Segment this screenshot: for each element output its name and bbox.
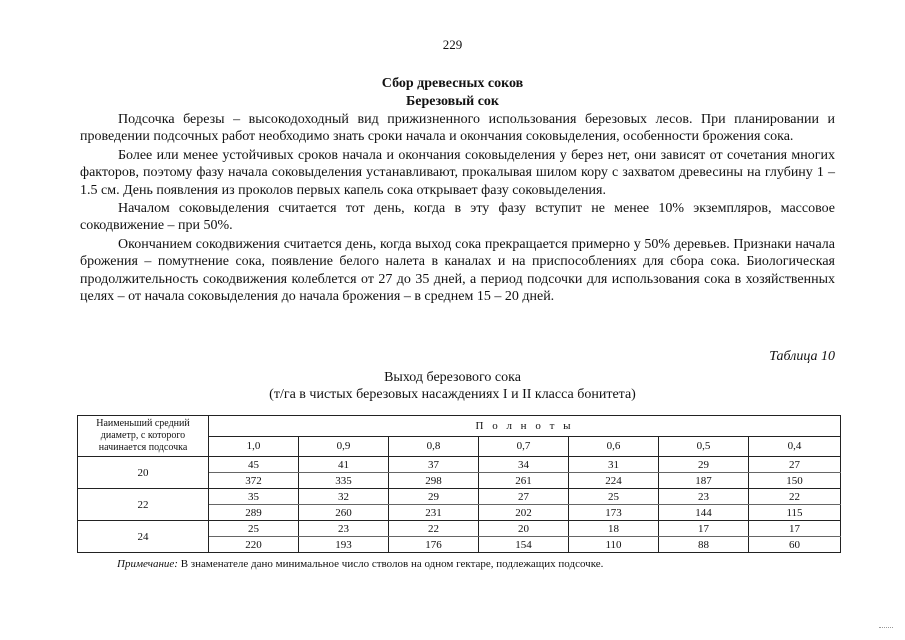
note-text: В знаменателе дано минимальное число стволов на одном гектаре, подлежащих подсочке.	[180, 558, 604, 570]
table-note	[117, 558, 603, 570]
yield-cell: 41	[299, 457, 389, 473]
stems-cell: 144	[659, 505, 749, 521]
column-header: 0,6	[569, 436, 659, 457]
yield-cell: 20	[479, 521, 569, 537]
yield-cell: 18	[569, 521, 659, 537]
yield-cell: 27	[479, 489, 569, 505]
stems-cell: 260	[299, 505, 389, 521]
yield-cell: 32	[299, 489, 389, 505]
yield-cell: 35	[209, 489, 299, 505]
yield-cell: 17	[749, 521, 841, 537]
stems-cell: 261	[479, 473, 569, 489]
diameter-cell: 20	[78, 457, 209, 489]
column-header: 0,4	[749, 436, 841, 457]
yield-cell: 34	[479, 457, 569, 473]
page-number: 229	[442, 37, 463, 52]
table-row	[78, 521, 841, 537]
stems-cell: 220	[209, 537, 299, 553]
stems-cell: 60	[749, 537, 841, 553]
stems-cell: 115	[749, 505, 841, 521]
diameter-cell: 24	[78, 521, 209, 553]
yield-cell: 17	[659, 521, 749, 537]
diameter-cell: 22	[78, 489, 209, 521]
table-subtitle: (т/га в чистых березовых насаждениях I и II класса бонитета)	[269, 387, 636, 402]
paragraph: Окончанием сокодвижения считается день, когда выход сока прекращается примерно у 50% деревьев. Признаки начала брожения – помутнение сока, появление белого налета в каналах и на приспособлениях для сбора сока. Биологическая продолжительность сокодвижения колеблется от 27 до 35 дней, а период подсочки для использования сока в хозяйственных целях – от начала соковыделения до начала брожения – в среднем 15 – 20 дней.	[80, 236, 835, 305]
column-header: 1,0	[209, 436, 299, 457]
diameter-header: Наименьший средний диаметр, с которого начинается подсочка	[78, 416, 209, 457]
column-header: 0,7	[479, 436, 569, 457]
paragraph: Более или менее устойчивых сроков начала и окончания соковыделения у берез нет, они зависят от сочетания многих факторов, поэтому фазу начала соковыделения устанавливают, прокалывая шилом кору с захватом древесины на глубину 1 – 1.5 см. День появления из проколов первых капель сока открывает фазу соковыделения.	[80, 147, 835, 198]
stems-cell: 88	[659, 537, 749, 553]
stems-cell: 224	[569, 473, 659, 489]
section-title: Сбор древесных соков	[381, 76, 524, 91]
scan-artifact	[879, 627, 893, 629]
yield-cell: 31	[569, 457, 659, 473]
stems-cell: 298	[389, 473, 479, 489]
note-label: Примечание:	[117, 558, 178, 570]
stems-cell: 289	[209, 505, 299, 521]
table-label: Таблица 10	[769, 349, 835, 364]
yield-cell: 22	[389, 521, 479, 537]
paragraph: Подсочка березы – высокодоходный вид прижизненного использования березовых лесов. При планировании и проведении подсочных работ необходимо знать сроки начала и окончания соковыделения, особенности брожения сока.	[80, 112, 835, 145]
table-row	[78, 489, 841, 505]
table-header-row	[78, 416, 841, 437]
sap-yield-table	[77, 415, 841, 553]
stems-cell: 372	[209, 473, 299, 489]
table-row	[78, 457, 841, 473]
yield-cell: 22	[749, 489, 841, 505]
column-header: 0,8	[389, 436, 479, 457]
stems-cell: 110	[569, 537, 659, 553]
paragraph: Началом соковыделения считается тот день, когда в эту фазу вступит не менее 10% экземпляров, массовое сокодвижение – при 50%.	[80, 201, 835, 234]
stems-cell: 231	[389, 505, 479, 521]
body-text	[80, 111, 835, 306]
stems-cell: 187	[659, 473, 749, 489]
stems-cell: 193	[299, 537, 389, 553]
column-header: 0,5	[659, 436, 749, 457]
stems-cell: 154	[479, 537, 569, 553]
yield-cell: 45	[209, 457, 299, 473]
yield-cell: 23	[659, 489, 749, 505]
stems-cell: 335	[299, 473, 389, 489]
stems-cell: 176	[389, 537, 479, 553]
stems-cell: 150	[749, 473, 841, 489]
column-header: 0,9	[299, 436, 389, 457]
yield-cell: 23	[299, 521, 389, 537]
yield-cell: 27	[749, 457, 841, 473]
stems-cell: 173	[569, 505, 659, 521]
yield-cell: 25	[209, 521, 299, 537]
table-title: Выход березового сока	[384, 370, 521, 385]
yield-cell: 25	[569, 489, 659, 505]
section-subtitle: Березовый сок	[405, 94, 499, 109]
yield-cell: 37	[389, 457, 479, 473]
yield-cell: 29	[659, 457, 749, 473]
density-group-header: П о л н о т ы	[209, 416, 841, 437]
yield-cell: 29	[389, 489, 479, 505]
stems-cell: 202	[479, 505, 569, 521]
